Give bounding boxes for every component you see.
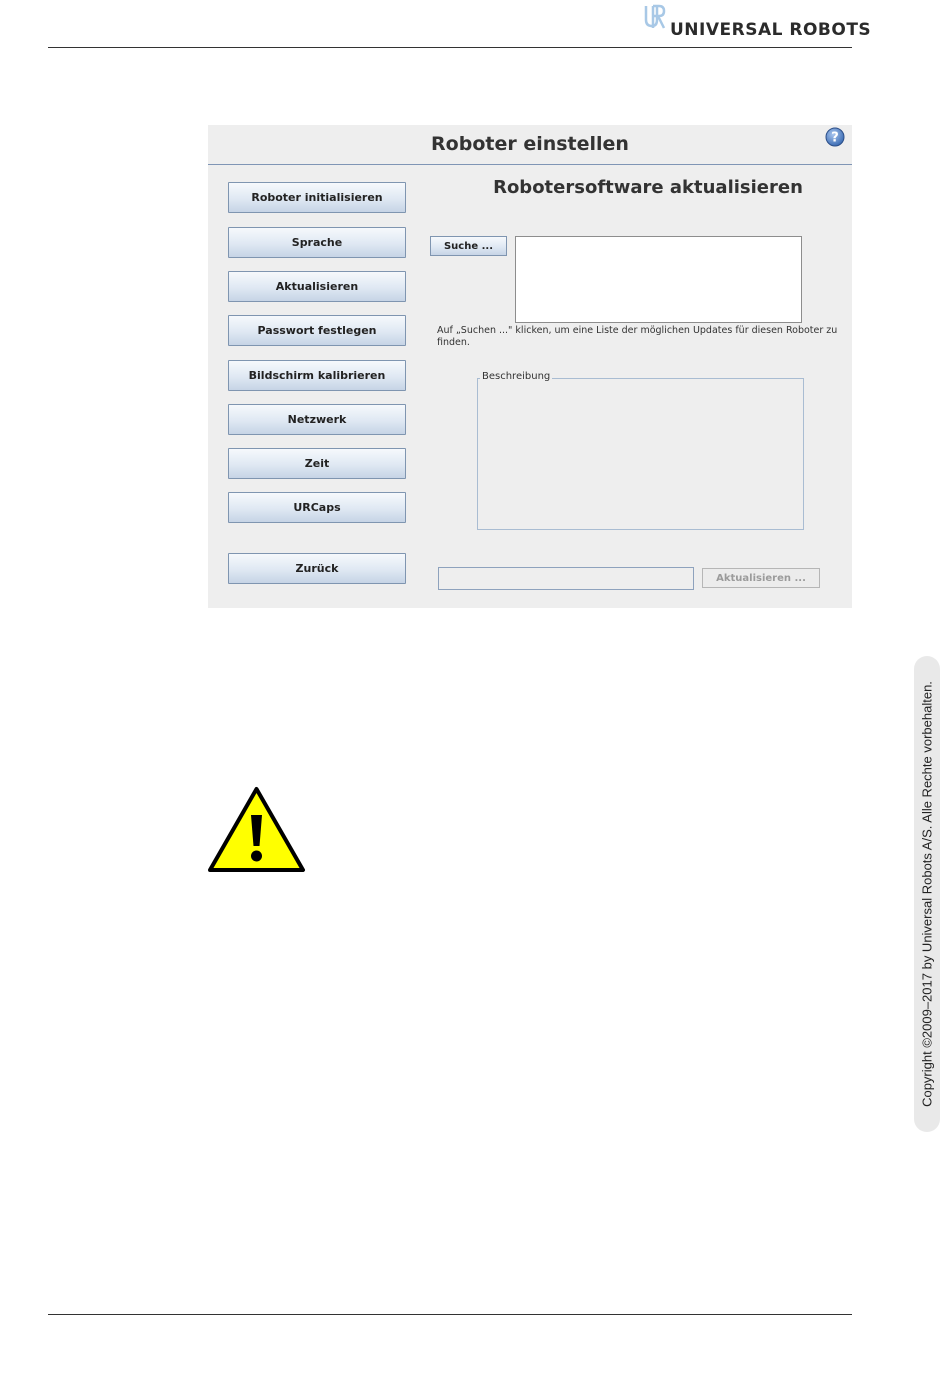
- update-status-field: [438, 567, 694, 590]
- language-button[interactable]: Sprache: [228, 227, 406, 258]
- robot-setup-panel: [208, 125, 852, 608]
- brand-name: UNIVERSAL ROBOTS: [670, 20, 872, 40]
- title-divider: [208, 164, 852, 165]
- update-list[interactable]: [515, 236, 802, 323]
- time-button[interactable]: Zeit: [228, 448, 406, 479]
- set-password-button[interactable]: Passwort festlegen: [228, 315, 406, 346]
- ur-logo-icon: [644, 4, 666, 30]
- update-button[interactable]: Aktualisieren: [228, 271, 406, 302]
- back-button[interactable]: Zurück: [228, 553, 406, 584]
- urcaps-button[interactable]: URCaps: [228, 492, 406, 523]
- apply-update-button: Aktualisieren ...: [702, 568, 820, 588]
- footer-divider: [48, 1314, 852, 1315]
- search-button[interactable]: Suche ...: [430, 236, 507, 256]
- help-icon[interactable]: [825, 127, 845, 147]
- header-divider: [48, 47, 852, 48]
- panel-title: Roboter einstellen: [431, 133, 629, 155]
- warning-icon: [206, 785, 307, 874]
- svg-text:?: ?: [831, 130, 839, 146]
- init-robot-button[interactable]: Roboter initialisieren: [228, 182, 406, 213]
- copyright-notice: Copyright ©2009–2017 by Universal Robots A/S. Alle Rechte vorbehalten.: [919, 681, 935, 1107]
- description-label: Beschreibung: [482, 371, 551, 382]
- section-title: Robotersoftware aktualisieren: [493, 177, 803, 198]
- search-hint: Auf „Suchen ..." klicken, um eine Liste der möglichen Updates für diesen Roboter zu finden.: [437, 325, 838, 348]
- description-box: [477, 378, 804, 530]
- calibrate-screen-button[interactable]: Bildschirm kalibrieren: [228, 360, 406, 391]
- network-button[interactable]: Netzwerk: [228, 404, 406, 435]
